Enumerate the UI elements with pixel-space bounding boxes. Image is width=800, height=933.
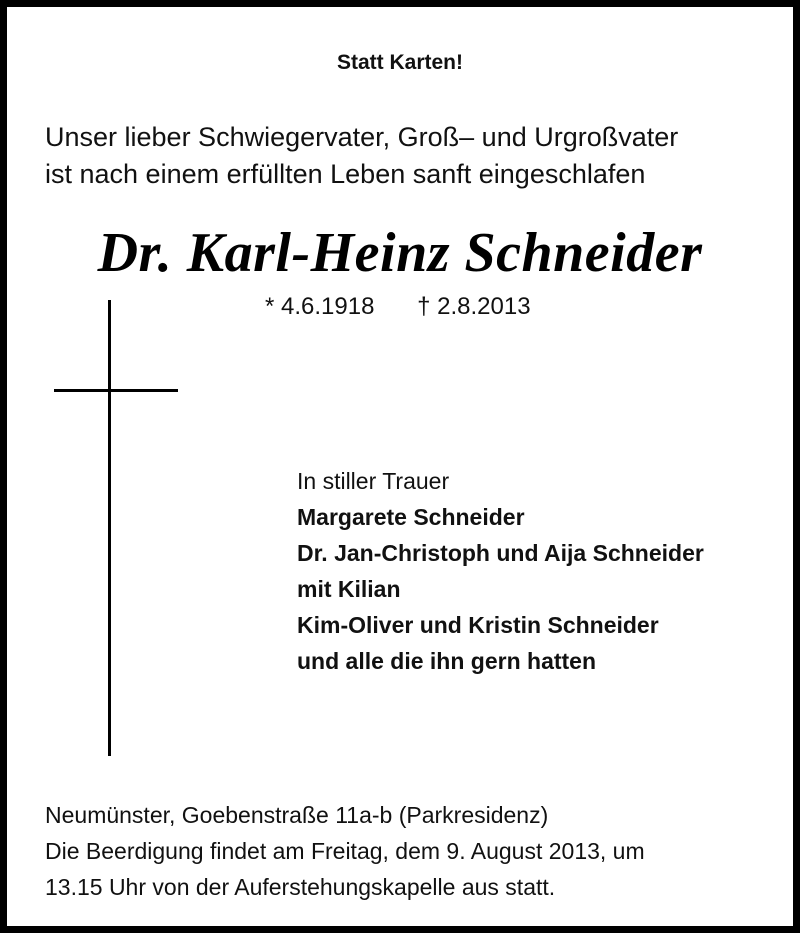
intro-text [45, 119, 678, 193]
intro-line: ist nach einem erfüllten Leben sanft eingeschlafen [45, 159, 646, 189]
mourning-heading: In stiller Trauer [297, 468, 450, 494]
funeral-details [45, 797, 645, 905]
address-line: Neumünster, Goebenstraße 11a-b (Parkresidenz) [45, 802, 549, 828]
funeral-line: Die Beerdigung findet am Freitag, dem 9. August 2013, um [45, 838, 645, 864]
life-dates [265, 293, 531, 321]
funeral-line: 13.15 Uhr von der Auferstehungskapelle aus statt. [45, 874, 556, 900]
mourner-name: Kim-Oliver und Kristin Schneider [297, 612, 659, 638]
mourner-name: und alle die ihn gern hatten [297, 648, 597, 674]
mourner-name: Dr. Jan-Christoph und Aija Schneider [297, 540, 704, 566]
death-date: † 2.8.2013 [417, 293, 531, 320]
mourner-name: mit Kilian [297, 576, 401, 602]
intro-line: Unser lieber Schwiegervater, Groß– und Urgroßvater [45, 122, 679, 152]
birth-date: * 4.6.1918 [265, 293, 375, 320]
cross-icon-vertical [108, 300, 111, 756]
cross-icon-horizontal [54, 389, 178, 392]
deceased-name: Dr. Karl-Heinz Schneider [97, 222, 703, 284]
mourner-name: Margarete Schneider [297, 504, 525, 530]
mourners-block [297, 463, 704, 679]
notice-header: Statt Karten! [336, 51, 463, 74]
